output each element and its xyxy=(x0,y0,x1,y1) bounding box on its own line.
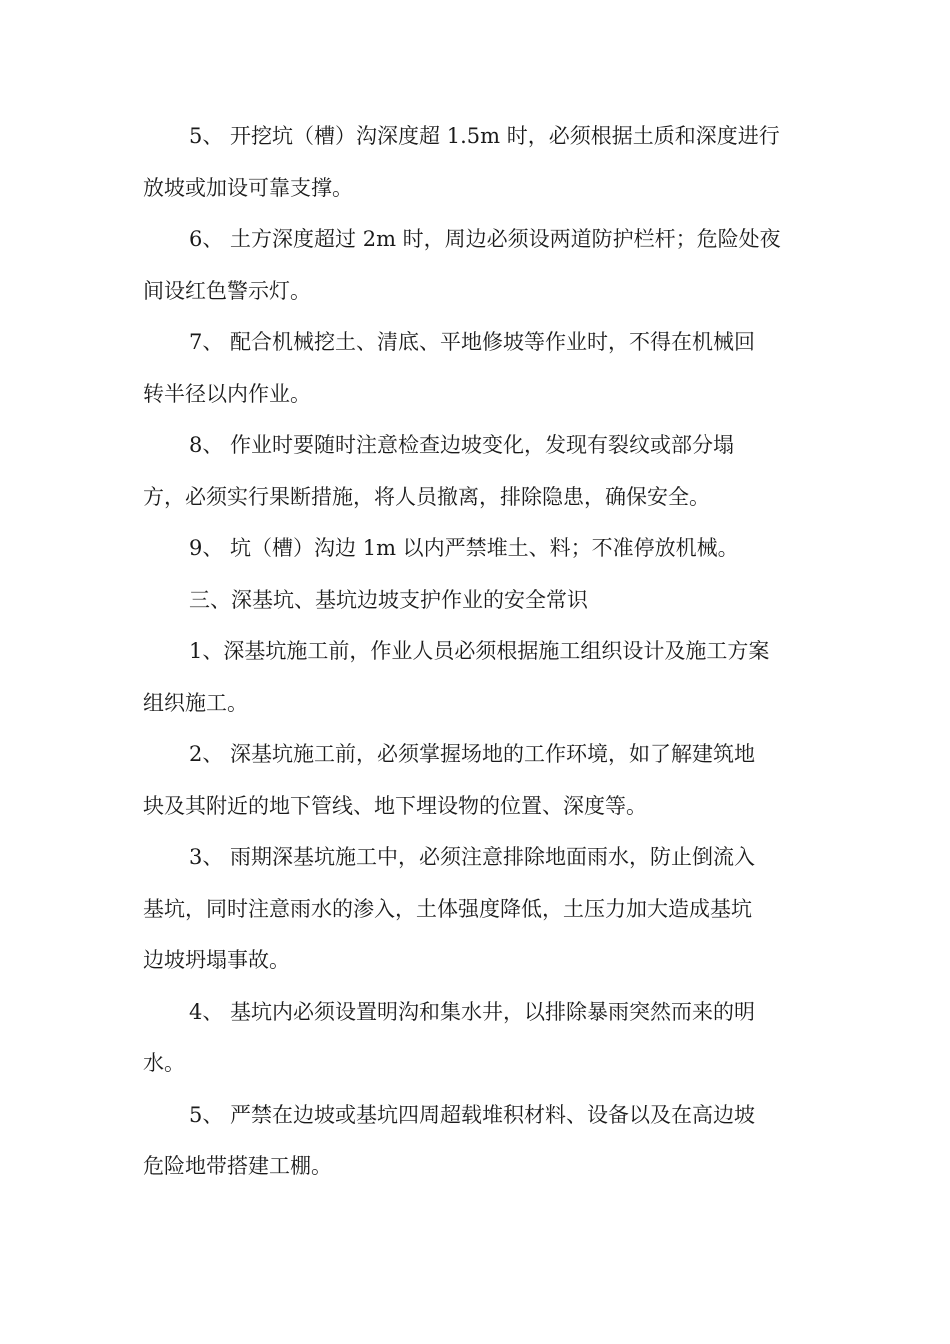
paragraph-line: 转半径以内作业。 xyxy=(143,381,311,406)
paragraph-line: 7、 配合机械挖土、清底、平地修坡等作业时，不得在机械回 xyxy=(189,330,756,354)
paragraph-line: 2、 深基坑施工前，必须掌握场地的工作环境，如了解建筑地 xyxy=(189,742,756,766)
paragraph-line: 水。 xyxy=(143,1051,185,1075)
paragraph-line: 1、深基坑施工前，作业人员必须根据施工组织设计及施工方案 xyxy=(189,639,770,663)
section-heading-text: 三、深基坑、基坑边坡支护作业的安全常识 xyxy=(189,587,588,612)
paragraph-line: 危险地带搭建工棚。 xyxy=(143,1154,332,1178)
paragraph-line: 4、 基坑内必须设置明沟和集水井，以排除暴雨突然而来的明 xyxy=(189,999,756,1024)
paragraph-line: 5、 严禁在边坡或基坑四周超载堆积材料、设备以及在高边坡 xyxy=(189,1102,756,1127)
paragraph-item-8-slope-check xyxy=(143,420,808,523)
paragraph-item-7-machine-radius xyxy=(143,317,808,420)
section-heading-deep-pit-safety xyxy=(143,575,808,627)
paragraph-item-3-rain-drainage xyxy=(143,832,808,987)
paragraph-line: 放坡或加设可靠支撑。 xyxy=(143,175,353,200)
paragraph-item-9-edge-loading xyxy=(143,523,808,575)
paragraph-line: 5、 开挖坑（槽）沟深度超 1.5m 时，必须根据土质和深度进行 xyxy=(189,124,780,148)
paragraph-line: 组织施工。 xyxy=(143,690,248,715)
paragraph-line: 8、 作业时要随时注意检查边坡变化，发现有裂纹或部分塌 xyxy=(189,433,735,457)
paragraph-line: 边坡坍塌事故。 xyxy=(143,948,290,972)
paragraph-line: 块及其附近的地下管线、地下埋设物的位置、深度等。 xyxy=(143,793,647,818)
paragraph-line: 9、 坑（槽）沟边 1m 以内严禁堆土、料；不准停放机械。 xyxy=(189,536,739,560)
document-body xyxy=(143,111,808,1193)
paragraph-item-1-construction-plan xyxy=(143,626,808,729)
paragraph-line: 间设红色警示灯。 xyxy=(143,278,311,303)
paragraph-line: 3、 雨期深基坑施工中，必须注意排除地面雨水，防止倒流入 xyxy=(189,845,756,869)
paragraph-line: 方，必须实行果断措施，将人员撤离，排除隐患，确保安全。 xyxy=(143,484,710,509)
paragraph-line: 6、 土方深度超过 2m 时，周边必须设两道防护栏杆；危险处夜 xyxy=(189,227,781,251)
paragraph-item-2-site-environment xyxy=(143,729,808,832)
paragraph-item-4-ditch-sump xyxy=(143,987,808,1090)
paragraph-line: 基坑，同时注意雨水的渗入，土体强度降低，土压力加大造成基坑 xyxy=(143,896,752,921)
paragraph-item-5-overload-ban xyxy=(143,1090,808,1193)
paragraph-item-5-excavation-depth xyxy=(143,111,808,214)
paragraph-item-6-guardrail xyxy=(143,214,808,317)
